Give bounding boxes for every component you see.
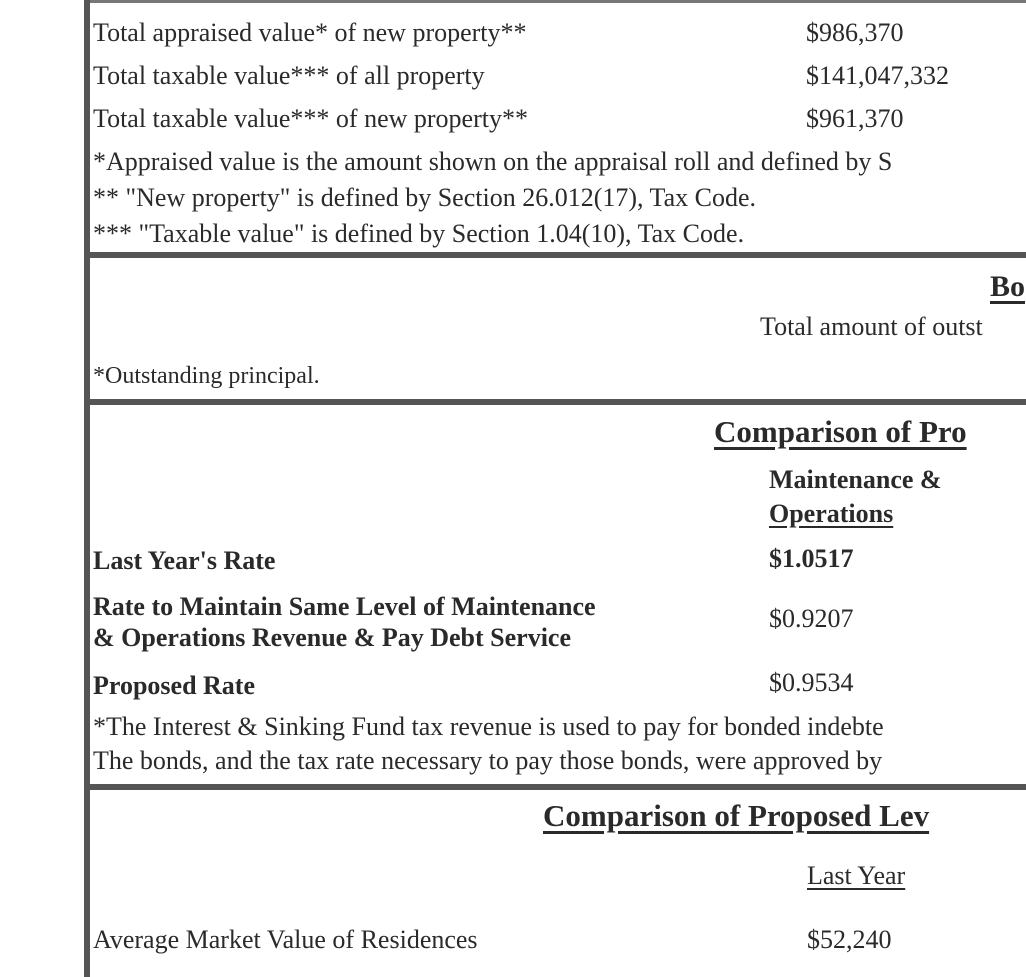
row-taxable-new-value: $961,370: [806, 104, 904, 133]
bonded-subtitle: Total amount of outst: [760, 312, 983, 341]
rates-footnote-line2: The bonds, and the tax rate necessary to pay those bonds, were approved by: [93, 746, 883, 775]
form-left-border: [84, 0, 90, 977]
rates-column-header-line1: Maintenance &: [769, 465, 942, 494]
row-taxable-all-label: Total taxable value*** of all property: [93, 61, 485, 90]
section-divider-3: [84, 784, 1026, 790]
levels-column-header: Last Year: [807, 861, 906, 890]
bonded-footnote: *Outstanding principal.: [93, 363, 320, 389]
bonded-title: Bo: [990, 270, 1026, 303]
row-taxable-all-value: $141,047,332: [806, 61, 949, 90]
avg-market-value-label: Average Market Value of Residences: [93, 925, 478, 954]
rates-footnote-line1: *The Interest & Sinking Fund tax revenue is used to pay for bonded indebte: [93, 712, 884, 741]
row-appraised-new-label: Total appraised value* of new property**: [93, 18, 527, 47]
avg-market-value-value: $52,240: [807, 925, 892, 954]
rates-title: Comparison of Pro: [714, 414, 967, 449]
rate-last-year-value: $1.0517: [769, 544, 854, 573]
footnote-taxable-value: *** "Taxable value" is defined by Section 1.04(10), Tax Code.: [93, 219, 745, 248]
rate-maintain-label-line2: & Operations Revenue & Pay Debt Service: [93, 623, 572, 652]
rate-proposed-label: Proposed Rate: [93, 671, 256, 700]
levels-title: Comparison of Proposed Lev: [543, 798, 930, 833]
rate-maintain-label-line1: Rate to Maintain Same Level of Maintenance: [93, 592, 596, 621]
rate-last-year-label: Last Year's Rate: [93, 546, 276, 575]
row-appraised-new-value: $986,370: [806, 18, 904, 47]
footnote-new-property: ** "New property" is defined by Section 26.012(17), Tax Code.: [93, 183, 757, 212]
rate-proposed-value: $0.9534: [769, 668, 854, 697]
section-divider-2: [84, 399, 1026, 405]
row-taxable-new-label: Total taxable value*** of new property**: [93, 104, 528, 133]
section-divider-1: [84, 252, 1026, 258]
footnote-appraised: *Appraised value is the amount shown on the appraisal roll and defined by S: [93, 147, 893, 176]
rates-column-header-line2: Operations: [769, 499, 894, 528]
rate-maintain-value: $0.9207: [769, 604, 854, 633]
top-row-divider: [90, 0, 1026, 3]
